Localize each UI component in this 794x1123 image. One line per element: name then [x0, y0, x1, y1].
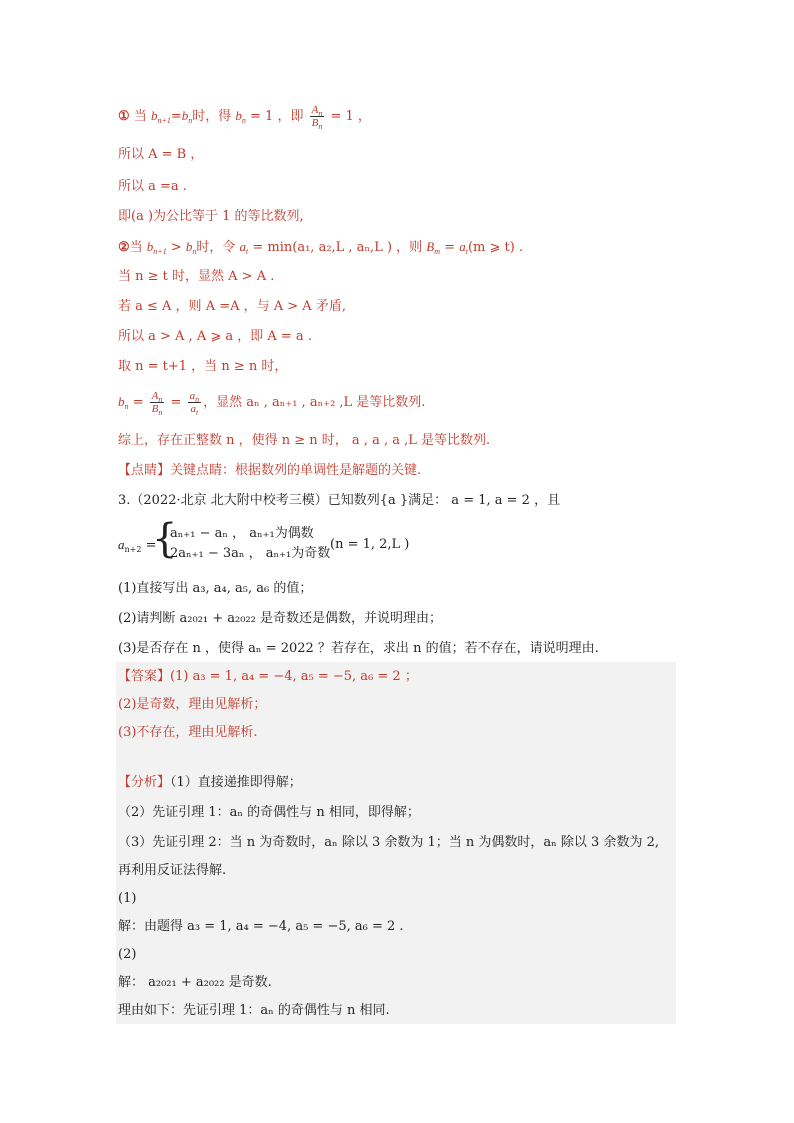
recurrence-case-1: aₙ₊₁ − aₙ ， aₙ₊₁为偶数	[170, 526, 314, 541]
answer-line-1: 【答案】(1) a₃ = 1, a₄ = −4, a₅ = −5, a₆ = 2 ；	[118, 669, 418, 684]
solution-line-3: 理由如下：先证引理 1：aₙ 的奇偶性与 n 相同.	[118, 1003, 390, 1018]
solution-line-2: 解： a₂₀₂₁ + a₂₀₂₂ 是奇数.	[118, 975, 272, 990]
analysis-line-3: （3）先证引理 2：当 n 为奇数时，aₙ 除以 3 余数为 1；当 n 为偶数时，aₙ 除以 3 余数为 2,	[118, 835, 659, 850]
solution-heading-1: (1)	[118, 891, 137, 906]
text-line-7: 若 a ≤ A ，则 A =A ，与 A > A 矛盾,	[118, 299, 346, 314]
analysis-label: 【分析】	[118, 775, 171, 790]
analysis-line-1: 【分析】（1）直接递推即得解；	[118, 775, 302, 790]
case-two-line: ②当 $b_{n+1} > b_n$时，令 $a_t = \min(a_1$, a₂,L , aₙ,L ) ，则 $B_m = a_t(m$ ⩾ t) .	[118, 239, 524, 256]
fraction-a-over-b: $\frac{A_n}{B_n}$	[311, 104, 323, 131]
question-3: (3)是否存在 n ，使得 aₙ = 2022 ？若存在，求出 n 的值；若不存在，请说明理由.	[118, 641, 599, 656]
answer-line-3: (3)不存在，理由见解析.	[118, 725, 258, 740]
problem-3-title: 3.（2022·北京 北大附中校考三模）已知数列{a }满足： a = 1, a = 2 ，且	[118, 493, 561, 508]
recurrence-case-2: 2aₙ₊₁ − 3aₙ ， aₙ₊₁为奇数	[170, 546, 331, 561]
comment-label: 【点睛】	[118, 463, 171, 478]
text-line-3: 所以 a =a .	[118, 179, 187, 194]
text-line-11: 综上，存在正整数 n ，使得 n ≥ n 时， a , a , a ,L 是等比数列.	[118, 433, 491, 448]
recurrence-lhs: $a_{n+2}$ =	[118, 537, 157, 554]
analysis-line-4: 再利用反证法得解.	[118, 863, 227, 878]
brace-symbol: {	[152, 516, 178, 562]
text-line-2: 所以 A = B ，	[118, 147, 204, 162]
circle-two-marker: ②	[118, 240, 130, 255]
fraction-an-over-at: $\frac{a_n}{a_t}$	[189, 390, 200, 417]
fraction-a-over-b-2: $\frac{A_n}{B_n}$	[151, 390, 163, 417]
text-line-4: 即(a )为公比等于 1 的等比数列,	[118, 209, 304, 224]
answer-line-2: (2)是奇数，理由见解析；	[118, 697, 267, 712]
case-one-line: ① 当 $b_{n+1}=b_n$时，得 $b_n = 1$ ，即 $\frac{A_n}{B_n}$ = 1 ，	[118, 104, 371, 131]
answer-label: 【答案】	[118, 669, 171, 684]
solution-line-1: 解：由题得 a₃ = 1, a₄ = −4, a₅ = −5, a₆ = 2 .	[118, 919, 404, 934]
circle-one-marker: ①	[118, 109, 130, 124]
question-1: (1)直接写出 a₃, a₄, a₅, a₆ 的值；	[118, 581, 313, 596]
text-line-9: 取 n = t+1 ，当 n ≥ n 时，	[118, 359, 288, 374]
comment-line: 【点睛】关键点睛：根据数列的单调性是解题的关键.	[118, 463, 422, 478]
text-line-6: 当 n ≥ t 时，显然 A > A .	[118, 269, 275, 284]
question-2: (2)请判断 a₂₀₂₁ + a₂₀₂₂ 是奇数还是偶数，并说明理由；	[118, 611, 443, 626]
recurrence-index: (n = 1, 2,L )	[330, 537, 410, 552]
text-line-8: 所以 a > A , A ⩾ a ，即 A = a .	[118, 329, 312, 344]
geometric-sequence-line: $b_n$ = $\frac{A_n}{B_n}$ = $\frac{a_n}{a_t}$ ，显然 aₙ , aₙ₊₁ , aₙ₊₂ ,L 是等比数列.	[118, 390, 426, 417]
analysis-line-2: （2）先证引理 1：aₙ 的奇偶性与 n 相同，即得解；	[118, 805, 420, 820]
solution-heading-2: (2)	[118, 947, 137, 962]
